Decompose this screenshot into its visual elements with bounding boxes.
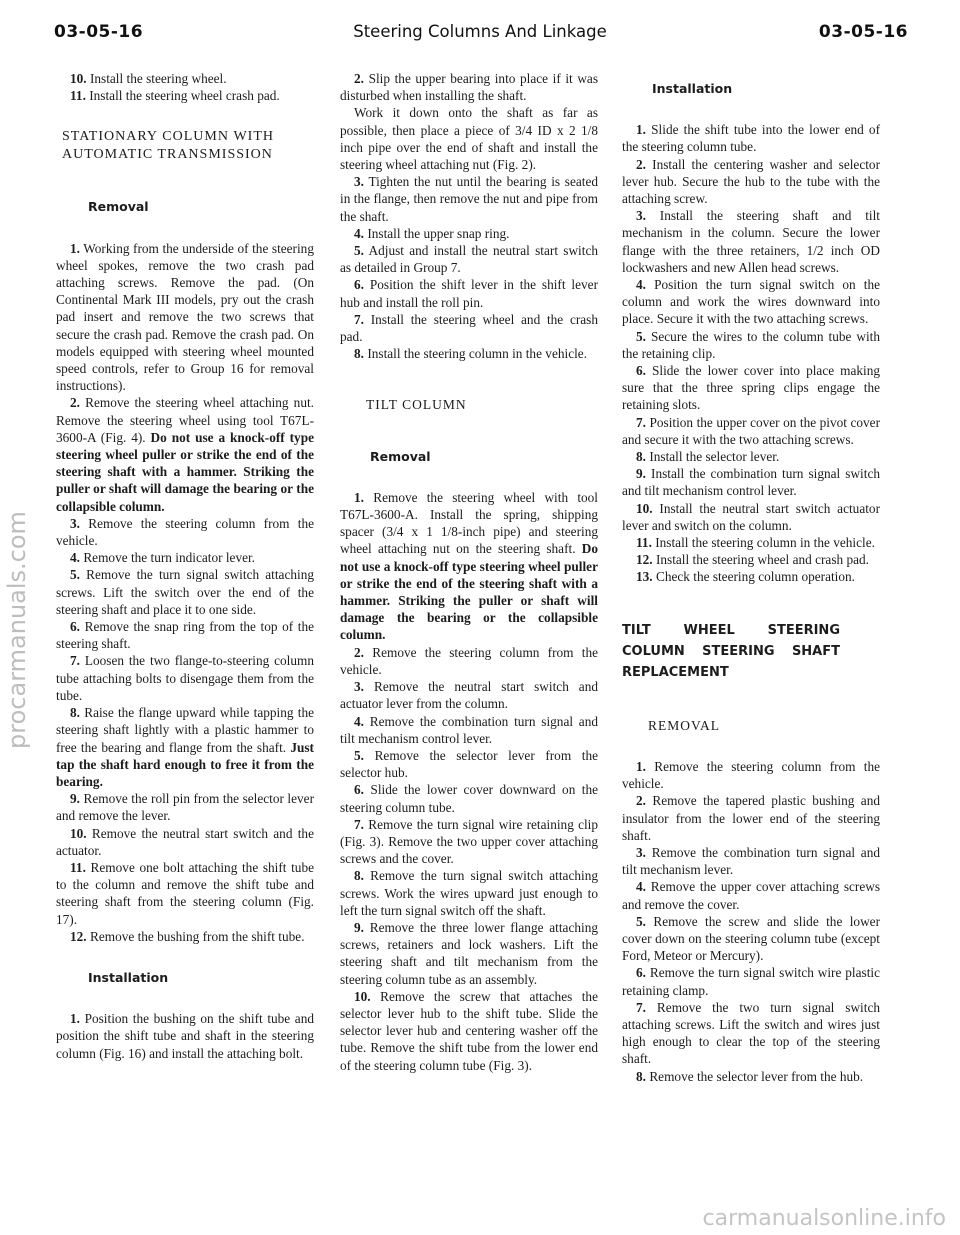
column-3 — [622, 70, 880, 1085]
section-heading: TILT WHEEL STEERING COLUMN STEERING SHAFT REPLACEMENT — [622, 622, 840, 680]
step: 2. Remove the steering wheel attaching nut. Remove the steering wheel using tool T67L-3600-A (Fig. 4). Do not use a knock-off type steering wheel puller or strike the end of the steering shaft with a hammer. Striking the puller or shaft will damage the bearing or the collapsible column. — [56, 395, 314, 514]
page-title: Steering Columns And Linkage — [353, 22, 607, 41]
step: 6. Remove the turn signal switch wire plastic retaining clamp. — [622, 965, 880, 998]
step: 5. Secure the wires to the column tube with the retaining clip. — [622, 328, 881, 361]
section-heading: STATIONARY COLUMN WITH AUTOMATIC TRANSMISSION — [62, 129, 274, 163]
step: 8. Install the steering column in the vehicle. — [354, 346, 588, 362]
step: 6. Remove the snap ring from the top of the steering shaft. — [56, 619, 314, 652]
step: 11. Install the steering wheel crash pad. — [70, 88, 280, 104]
step: 10. Remove the screw that attaches the selector lever hub to the shift tube. Slide the selector lever hub and centering washer off the tube. Remove the shift tube from the lower end of the steering column tube (Fig. 3). — [340, 988, 598, 1073]
column-1 — [56, 70, 314, 1062]
step: 8. Remove the selector lever from the hub. — [636, 1068, 864, 1084]
step: 6. Slide the lower cover into place making sure that the three spring clips engage the retaining slots. — [622, 363, 881, 413]
step: 7. Remove the turn signal wire retaining clip (Fig. 3). Remove the two upper cover attaching screws and the cover. — [340, 816, 599, 867]
side-watermark: procarmanuals.com — [3, 511, 31, 749]
step: 12. Install the steering wheel and crash pad. — [636, 552, 869, 568]
step: 4. Remove the combination turn signal and tilt mechanism control lever. — [340, 713, 599, 746]
step: 1. Remove the steering wheel with tool T67L-3600-A. Install the spring, shipping spacer (3/4 x 1 1/8-inch pipe) and steering wheel attaching nut on the steering shaft. Do not use a knock-off type steering wheel puller or strike the end of the steering shaft with a hammer. Striking the puller or shaft will damage the bearing or the collapsible column. — [340, 489, 598, 643]
step: 3. Tighten the nut until the bearing is seated in the flange, then remove the nut and pipe from the shaft. — [340, 174, 598, 224]
step: 4. Install the upper snap ring. — [354, 225, 510, 241]
step: 11. Remove one bolt attaching the shift tube to the column and remove the shift tube and steering shaft from the steering column (Fig. 17). — [56, 859, 315, 927]
step: 7. Install the steering wheel and the crash pad. — [340, 311, 599, 345]
step: 4. Remove the upper cover attaching screws and remove the cover. — [622, 879, 880, 912]
step: 7. Loosen the two flange-to-steering column tube attaching bolts to disengage them from the tube. — [56, 653, 314, 703]
step: 5. Remove the turn signal switch attaching screws. Lift the switch over the end of the steering shaft and place it to one side. — [56, 567, 314, 617]
step: 8. Remove the turn signal switch attaching screws. Work the wires upward just enough to left the turn signal switch off the shaft. — [340, 868, 598, 918]
bottom-watermark: carmanualsonline.info — [702, 1206, 946, 1231]
step: 4. Remove the turn indicator lever. — [70, 550, 256, 566]
step: 2. Remove the steering column from the vehicle. — [340, 644, 598, 677]
step: 1. Working from the underside of the steering wheel spokes, remove the two crash pad attaching screws. Remove the pad. (On Continental Mark III models, pry out the crash pad insert and remove the two screws that secure the crash pad. Remove the crash pad. On models equipped with steering wheel mounted speed controls, refer to Group 16 for removal instructions). — [56, 240, 314, 394]
step: 5. Adjust and install the neutral start switch as detailed in Group 7. — [340, 243, 598, 276]
step: 6. Slide the lower cover downward on the steering column tube. — [340, 782, 599, 815]
step: 9. Install the combination turn signal switch and tilt mechanism control lever. — [622, 466, 880, 499]
step: 10. Remove the neutral start switch and the actuator. — [56, 825, 314, 858]
step: 10. Install the neutral start switch actuator lever and switch on the column. — [622, 500, 880, 533]
step: 1. Remove the steering column from the vehicle. — [622, 758, 880, 792]
step: 6. Position the shift lever in the shift lever hub and install the roll pin. — [340, 277, 598, 310]
step: 3. Remove the neutral start switch and actuator lever from the column. — [340, 679, 599, 712]
step: 4. Position the turn signal switch on the column and work the wires downward into place. Secure it with the two attaching screws. — [622, 277, 880, 327]
subheading-installation: Installation — [88, 969, 169, 985]
step: 2. Install the centering washer and selector lever hub. Secure the hub to the tube with the attaching screw. — [622, 156, 880, 207]
step: 3. Remove the combination turn signal and tilt mechanism lever. — [622, 844, 881, 878]
page-number-left: 03-05-16 — [54, 22, 144, 42]
subheading-removal: Removal — [88, 199, 149, 215]
step: 13. Check the steering column operation. — [636, 569, 855, 585]
step: 3. Install the steering shaft and tilt mechanism in the column. Secure the lower flange with the three retainers, 1/2 inch OD lockwashers and new Allen head screws. — [622, 208, 880, 275]
step: 7. Position the upper cover on the pivot cover and secure it with the two attaching screws. — [622, 414, 880, 447]
step: 5. Remove the screw and slide the lower cover down on the steering column tube (except Ford, Meteor or Mercury). — [622, 913, 880, 964]
step: 9. Remove the three lower flange attaching screws, retainers and lock washers. Lift the steering shaft and tilt mechanism from the steering column tube as an assembly. — [340, 919, 599, 987]
step: 3. Remove the steering column from the vehicle. — [56, 515, 314, 549]
step: 11. Install the steering column in the vehicle. — [636, 535, 875, 551]
step: 8. Install the selector lever. — [636, 449, 780, 465]
step: 2. Remove the tapered plastic bushing and insulator from the lower end of the steering shaft. — [622, 793, 880, 843]
step: 5. Remove the selector lever from the selector hub. — [340, 747, 598, 781]
step: 9. Remove the roll pin from the selector lever and remove the lever. — [56, 791, 314, 824]
subheading-removal: REMOVAL — [648, 717, 721, 733]
column-2 — [340, 70, 598, 1074]
step: 8. Raise the flange upward while tapping the steering shaft lightly with a plastic hammer to free the bearing and flange from the shaft. Just tap the shaft hard enough to free it from the bearing. — [56, 705, 314, 789]
step: 2. Slip the upper bearing into place if it was disturbed when installing the shaft. — [340, 71, 599, 104]
subheading-installation: Installation — [652, 81, 733, 96]
step: 1. Position the bushing on the shift tube and position the shift tube and shaft in the steering column (Fig. 16) and install the attaching bolt. — [56, 1011, 315, 1061]
step-continued: Work it down onto the shaft as far as possible, then place a piece of 3/4 ID x 2 1/8 inch pipe over the end of shaft and install the steering wheel attaching nut (Fig. 2). — [340, 105, 598, 173]
page-number-right: 03-05-16 — [818, 22, 908, 42]
step: 1. Slide the shift tube into the lower end of the steering column tube. — [622, 122, 881, 155]
step: 7. Remove the two turn signal switch attaching screws. Lift the switch and wires just high enough to clear the top of the steering shaft. — [622, 999, 880, 1067]
section-heading: TILT COLUMN — [366, 397, 467, 413]
subheading-removal: Removal — [370, 448, 431, 464]
step: 10. Install the steering wheel. — [70, 71, 227, 86]
step: 12. Remove the bushing from the shift tube. — [70, 928, 305, 944]
